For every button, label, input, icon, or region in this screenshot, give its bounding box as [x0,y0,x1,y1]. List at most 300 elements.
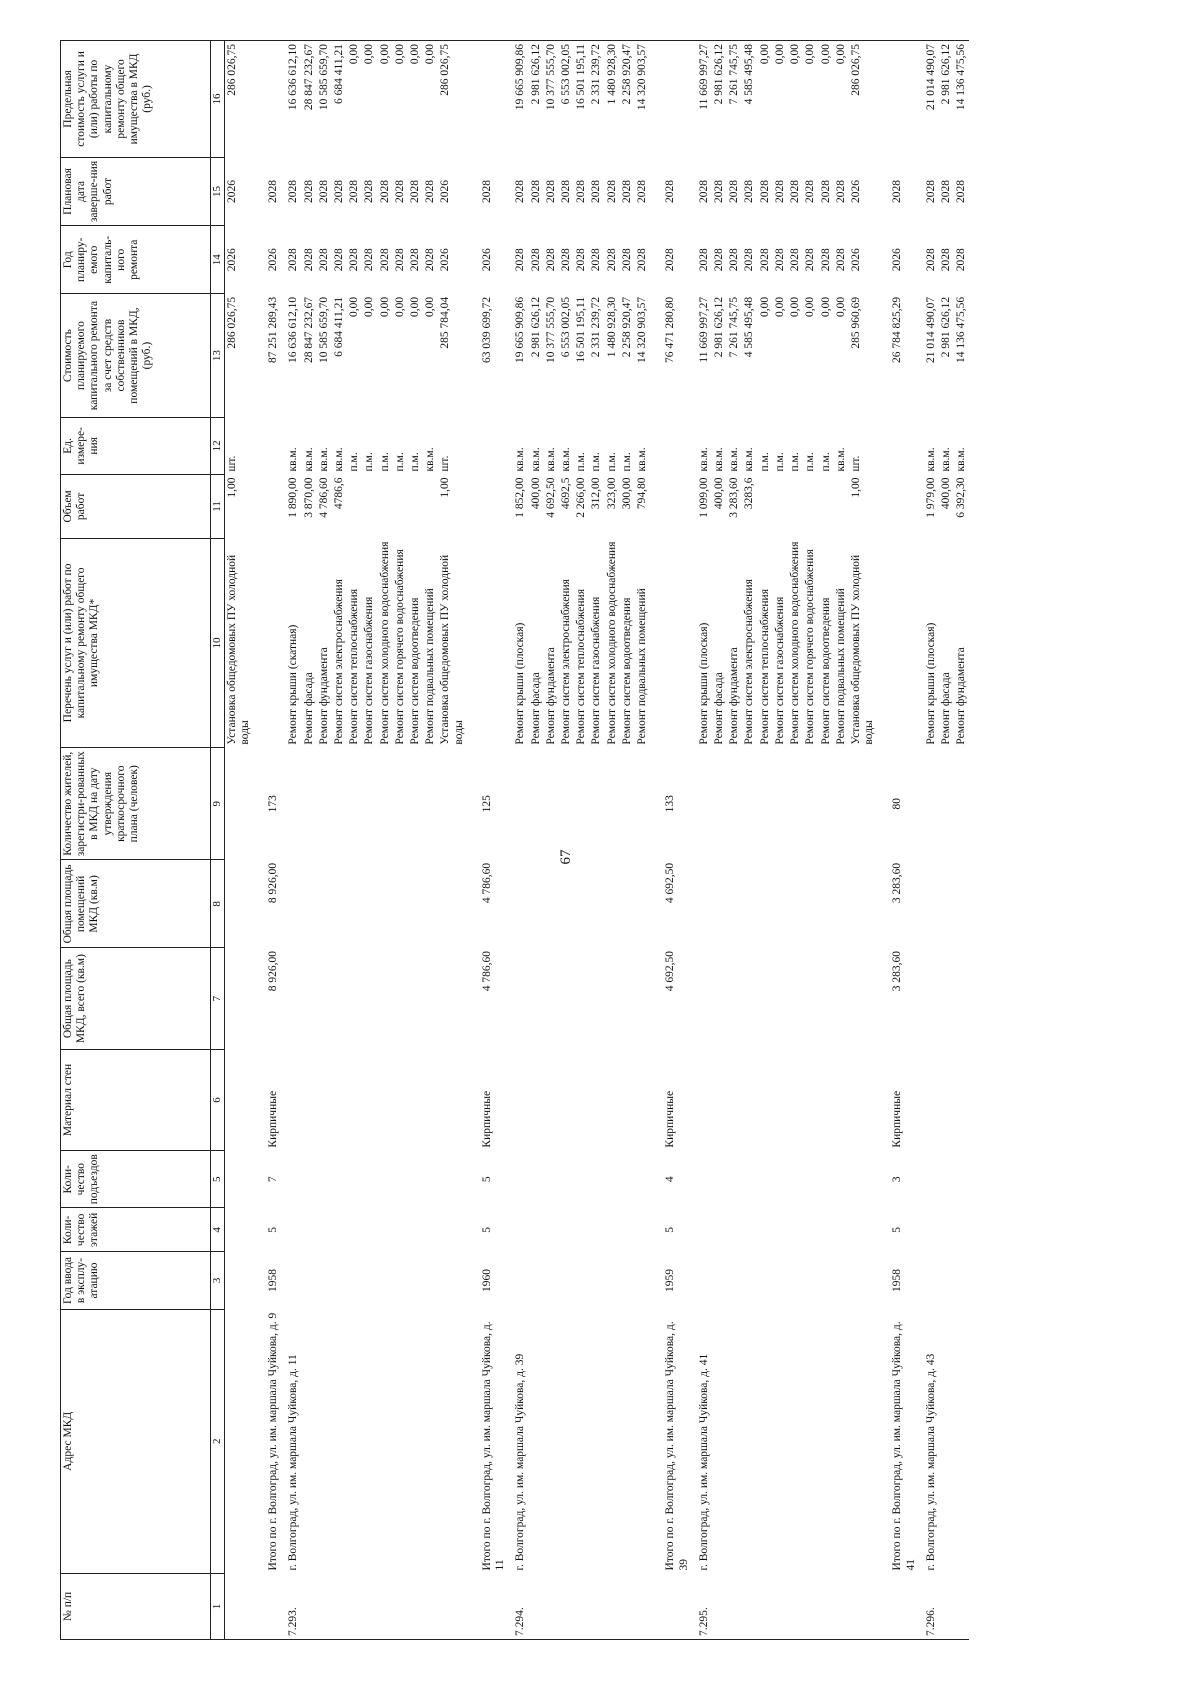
cell-col-2 [742,1309,757,1573]
cell-col-11: 300,00 [620,477,633,510]
cell-col-16: 286 026,75 [438,41,466,158]
cell-col-16: 2 981 626,12 [712,41,727,158]
cell-col-1 [423,1573,438,1639]
cell-col-2: Итого по г. Волгоград, ул. им. маршала Чуйкова, д. 41 [891,1321,917,1571]
cell-col-8 [712,860,727,948]
cell-col-14: 2028 [424,248,437,272]
cell-col-6: Кирпичные [664,1090,677,1148]
cell-col-3 [692,1252,712,1309]
header-col-5: Коли-чество подъездов [61,1151,211,1208]
cell-col-7 [317,948,332,1049]
cell-col-8 [317,860,332,948]
cell-col-5 [332,1151,347,1208]
cell-col-11 [467,474,508,538]
cell-col-14: 2028 [834,248,847,272]
cell-col-5 [692,1151,712,1208]
cell-col-3: 1958 [891,1269,904,1293]
cell-col-15: 2028 [758,180,771,203]
cell-col-4: 5 [664,1227,677,1233]
cell-col-16: 2 331 239,72 [589,41,604,158]
cell-col-12: кв.м. [955,447,968,472]
cell-col-2 [939,1309,954,1573]
work-row [727,41,742,1640]
cell-col-16 [650,41,691,158]
cell-col-1 [803,1573,818,1639]
cell-col-7 [742,948,757,1049]
col-number: 11 [211,474,225,538]
cell-col-12 [877,417,918,474]
cell-col-16: 0,00 [362,41,377,158]
cell-col-9: 133 [664,795,677,813]
cell-col-2 [574,1309,589,1573]
cell-col-1 [224,1573,253,1639]
cell-col-5 [939,1151,954,1208]
cell-col-11 [393,474,408,538]
cell-col-8 [559,860,574,948]
cell-col-9 [692,748,712,860]
cell-col-3 [605,1252,620,1309]
cell-col-4 [589,1208,604,1252]
cell-col-3 [620,1252,635,1309]
cell-col-11 [834,474,849,538]
cell-col-9 [742,748,757,860]
cell-col-10: Ремонт систем газоснабжения [590,596,603,745]
cell-col-12 [253,417,281,474]
cell-col-3 [281,1252,301,1309]
cell-col-8 [302,860,317,948]
cell-col-12: кв.м. [728,447,741,472]
cell-col-2 [819,1309,834,1573]
cell-col-15: 2028 [743,180,756,203]
cell-col-13: 2 258 920,47 [620,296,633,358]
cell-col-8 [773,860,788,948]
cell-col-6 [758,1049,773,1150]
cell-col-3 [589,1252,604,1309]
cell-col-6 [712,1049,727,1150]
cell-col-3: 1959 [664,1269,677,1293]
cell-col-12: шт. [439,455,452,472]
cell-col-7 [281,948,301,1049]
work-row [317,41,332,1640]
cell-col-16: 7 261 745,75 [727,41,742,158]
work-row [529,41,544,1640]
work-row [773,41,788,1640]
cell-col-6: Кирпичные [891,1090,904,1148]
cell-col-16: 286 026,75 [849,41,877,158]
cell-col-10: Ремонт систем теплоснабжения [758,589,771,745]
cell-col-3 [423,1252,438,1309]
cell-col-10: Ремонт фундамента [544,647,557,745]
cell-col-7: 3 283,60 [891,950,904,992]
cell-col-11: 794,80 [636,477,649,510]
cell-col-13: 285 960,69 [849,296,862,349]
cell-col-10: Ремонт подвальных помещений [424,588,437,745]
cell-col-5 [408,1151,423,1208]
header-col-9: Количество жителей, зарегистри-рованных в МКД на дату утверждения краткосрочного плана (человек) [61,748,211,860]
cell-col-4: 5 [891,1227,904,1233]
cell-col-10: Ремонт подвальных помещений [834,588,847,745]
col-number: 4 [211,1208,225,1252]
cell-col-10: Установка общедомовых ПУ холодной воды [849,554,876,745]
header-col-8: Общая площадь помещений МКД (кв.м) [61,860,211,948]
cell-col-5 [544,1151,559,1208]
cell-col-15: 2028 [804,180,817,203]
total-row [253,41,281,1640]
cell-col-15: 2028 [891,180,904,203]
cell-col-7 [758,948,773,1049]
cell-col-8 [378,860,393,948]
cell-col-12: кв.м. [287,447,300,472]
cell-col-12: п.м. [605,452,618,472]
building-row [692,41,712,1640]
cell-col-3 [574,1252,589,1309]
cell-col-8 [620,860,635,948]
cell-col-7 [919,948,939,1049]
cell-col-14: 2028 [712,248,725,272]
cell-col-15: 2028 [317,180,330,203]
cell-col-11 [773,474,788,538]
cell-col-3 [529,1252,544,1309]
cell-col-6 [393,1049,408,1150]
cell-col-3 [559,1252,574,1309]
cell-col-8 [819,860,834,948]
cell-col-2: г. Волгоград, ул. им. маршала Чуйкова, д. 11 [287,1354,300,1571]
cell-col-13: 2 981 626,12 [529,296,542,358]
cell-col-16: 11 669 997,27 [692,41,712,158]
cell-col-14: 2028 [590,248,603,272]
cell-col-11: 400,00 [529,477,542,510]
cell-col-10 [650,538,691,747]
cell-col-6 [954,1049,969,1150]
cell-col-4 [224,1208,253,1252]
header-col-1: № п/п [61,1573,211,1639]
cell-col-6 [423,1049,438,1150]
cell-col-12: кв.м. [514,447,527,472]
cell-col-14: 2028 [955,248,968,272]
cell-col-11: 3 870,00 [302,477,315,518]
cell-col-6 [919,1049,939,1150]
cell-col-16: 21 014 490,07 [919,41,939,158]
cell-col-1 [302,1573,317,1639]
cell-col-10: Ремонт систем электроснабжения [743,579,756,745]
cell-col-16: 19 665 909,86 [508,41,528,158]
cell-col-5 [742,1151,757,1208]
cell-col-3 [362,1252,377,1309]
cell-col-6 [742,1049,757,1150]
cell-col-14: 2028 [560,248,573,272]
cell-col-14: 2028 [664,248,677,272]
cell-col-15: 2028 [728,180,741,203]
cell-col-15: 2028 [332,180,345,203]
header-col-3: Год ввода в эксплу-атацию [61,1252,211,1309]
cell-col-10: Ремонт систем электроснабжения [560,579,573,745]
cell-col-13: 286 026,75 [225,296,238,349]
cell-col-7 [508,948,528,1049]
cell-col-14: 2028 [363,248,376,272]
cell-col-14: 2028 [529,248,542,272]
cell-col-4 [423,1208,438,1252]
cell-col-13: 14 136 475,56 [955,296,968,364]
cell-col-10: Ремонт систем водоотведения [620,597,633,745]
cell-col-13: 4 585 495,48 [743,296,756,358]
cell-col-9 [559,748,574,860]
cell-col-3 [742,1252,757,1309]
col-number: 10 [211,538,225,747]
cell-col-15: 2028 [514,180,527,203]
cell-col-9 [438,748,466,860]
cell-col-13: 28 847 232,67 [302,296,315,364]
cell-col-12 [467,417,508,474]
cell-col-13: 14 320 903,57 [636,296,649,364]
cell-col-4 [819,1208,834,1252]
cell-col-12: шт. [849,455,862,472]
cell-col-2 [544,1309,559,1573]
cell-col-16: 6 553 002,05 [559,41,574,158]
cell-col-14: 2028 [605,248,618,272]
cell-col-9 [788,748,803,860]
cell-col-14: 2028 [636,248,649,272]
cell-col-4 [727,1208,742,1252]
cell-col-14: 2028 [940,248,953,272]
cell-col-2: г. Волгоград, ул. им. маршала Чуйкова, д. 39 [514,1353,527,1571]
cell-col-9 [281,748,301,860]
cell-col-14: 2028 [743,248,756,272]
building-row [508,41,528,1640]
cell-col-12: п.м. [773,452,786,472]
cell-col-1 [378,1573,393,1639]
cell-col-5 [773,1151,788,1208]
cell-col-15: 2026 [849,180,862,203]
cell-col-11: 1,00 [439,477,452,498]
cell-col-8 [393,860,408,948]
cell-col-10: Ремонт систем горячего водоснабжения [804,549,817,745]
cell-col-11 [253,474,281,538]
cell-col-7 [332,948,347,1049]
cell-col-7 [362,948,377,1049]
cell-col-1: 7.295. [692,1573,712,1639]
cell-col-10: Ремонт систем холодного водоснабжения [605,541,618,745]
cell-col-11 [423,474,438,538]
col-number: 15 [211,157,225,225]
cell-col-5 [393,1151,408,1208]
work-row [574,41,589,1640]
cell-col-8 [742,860,757,948]
cell-col-9 [544,748,559,860]
cell-col-16: 6 684 411,21 [332,41,347,158]
table-body [224,41,969,1640]
cell-col-9 [589,748,604,860]
work-row [712,41,727,1640]
cell-col-8 [849,860,877,948]
cell-col-12: п.м. [758,452,771,472]
cell-col-16: 28 847 232,67 [302,41,317,158]
cell-col-12: кв.м. [712,447,725,472]
cell-col-13: 11 669 997,27 [697,296,710,363]
work-row [834,41,849,1640]
cell-col-4 [954,1208,969,1252]
cell-col-5 [508,1151,528,1208]
cell-col-8 [423,860,438,948]
cell-col-6 [302,1049,317,1150]
cell-col-9 [529,748,544,860]
cell-col-3 [317,1252,332,1309]
cell-col-14: 2028 [575,248,588,272]
cell-col-1 [253,1573,281,1639]
cell-col-1 [559,1573,574,1639]
cell-col-15: 2028 [636,180,649,203]
cell-col-12: п.м. [409,452,422,472]
cell-col-15: 2028 [302,180,315,203]
cell-col-1 [650,1573,691,1639]
cell-col-10 [253,538,281,747]
cell-col-5 [362,1151,377,1208]
cell-col-9 [635,748,650,860]
cell-col-11 [877,474,918,538]
cell-col-12: кв.м. [636,447,649,472]
cell-col-14: 2026 [849,248,862,272]
cell-col-3 [508,1252,528,1309]
building-row [919,41,939,1640]
cell-col-12: п.м. [819,452,832,472]
cell-col-5 [788,1151,803,1208]
cell-col-2 [332,1309,347,1573]
cell-col-15: 2028 [529,180,542,203]
cell-col-8: 3 283,60 [891,862,904,904]
cell-col-2 [954,1309,969,1573]
cell-col-3 [378,1252,393,1309]
header-col-15: Плановая дата заверше-ния работ [61,157,211,225]
cell-col-6 [574,1049,589,1150]
cell-col-11: 4692,5 [560,477,573,510]
cell-col-15: 2028 [773,180,786,203]
cell-col-8 [224,860,253,948]
cell-col-9: 173 [267,795,280,813]
cell-col-11: 1 890,00 [287,477,300,518]
cell-col-7: 4 692,50 [664,950,677,992]
cell-col-5 [919,1151,939,1208]
work-row [559,41,574,1640]
cell-col-6 [438,1049,466,1150]
cell-col-9 [317,748,332,860]
cell-col-13: 0,00 [834,296,847,318]
cell-col-16: 1 480 928,30 [605,41,620,158]
cell-col-1 [742,1573,757,1639]
cell-col-4 [919,1208,939,1252]
cell-col-16: 4 585 495,48 [742,41,757,158]
cell-col-6 [589,1049,604,1150]
cell-col-1 [877,1573,918,1639]
cell-col-9 [605,748,620,860]
cell-col-8 [332,860,347,948]
header-col-11: Объем работ [61,474,211,538]
header-col-12: Ед. измере-ния [61,417,211,474]
cell-col-8 [758,860,773,948]
cell-col-12: п.м. [789,452,802,472]
cell-col-14: 2026 [439,248,452,272]
work-row [589,41,604,1640]
cell-col-14: 2028 [348,248,361,272]
cell-col-10: Ремонт систем водоотведения [409,597,422,745]
cell-col-2 [803,1309,818,1573]
cell-col-14: 2026 [225,248,238,272]
cell-col-6 [819,1049,834,1150]
cell-col-7: 4 786,60 [480,950,493,992]
cell-col-11 [362,474,377,538]
cell-col-1 [362,1573,377,1639]
cell-col-3 [302,1252,317,1309]
work-row [620,41,635,1640]
cell-col-12: кв.м. [529,447,542,472]
cell-col-10: Установка общедомовых ПУ холодной воды [439,554,465,745]
cell-col-1 [834,1573,849,1639]
cell-col-10 [877,538,918,747]
cell-col-16: 0,00 [819,41,834,158]
cell-col-15: 2028 [819,180,832,203]
cell-col-2: Итого по г. Волгоград, ул. им. маршала Чуйкова, д. 39 [664,1321,690,1571]
cell-col-8 [692,860,712,948]
cell-col-6 [849,1049,877,1150]
cell-col-1 [605,1573,620,1639]
cell-col-3 [393,1252,408,1309]
cell-col-14: 2028 [773,248,786,272]
work-row [347,41,362,1640]
cell-col-5: 4 [664,1176,677,1183]
cell-col-15: 2028 [424,180,437,203]
cell-col-9 [362,748,377,860]
cell-col-6 [788,1049,803,1150]
cell-col-14: 2028 [332,248,345,272]
cell-col-15: 2028 [620,180,633,203]
cell-col-14: 2028 [620,248,633,272]
cell-col-12: п.м. [590,452,603,472]
cell-col-6 [224,1049,253,1150]
cell-col-2 [849,1309,877,1573]
cell-col-2 [727,1309,742,1573]
cell-col-10: Ремонт систем холодного водоснабжения [789,541,802,745]
cell-col-6: Кирпичные [267,1090,280,1148]
cell-col-7 [819,948,834,1049]
cell-col-10: Ремонт систем горячего водоснабжения [393,549,406,745]
cell-col-8 [508,860,528,948]
cell-col-13: 2 981 626,12 [940,296,953,358]
cell-col-7 [635,948,650,1049]
col-number: 12 [211,417,225,474]
cell-col-7 [620,948,635,1049]
cell-col-9 [224,748,253,860]
cell-col-4 [378,1208,393,1252]
cell-col-1 [393,1573,408,1639]
cell-col-16: 0,00 [788,41,803,158]
cell-col-1 [620,1573,635,1639]
cell-col-11: 312,00 [590,477,603,510]
cell-col-8: 8 926,00 [267,862,280,904]
cell-col-7 [559,948,574,1049]
cell-col-4 [773,1208,788,1252]
cell-col-2 [529,1309,544,1573]
cell-col-11: 4 692,50 [544,477,557,518]
cell-col-5 [302,1151,317,1208]
cell-col-12: п.м. [363,452,376,472]
cell-col-11 [408,474,423,538]
cell-col-3 [712,1252,727,1309]
cell-col-1 [544,1573,559,1639]
cell-col-16: 14 320 903,57 [635,41,650,158]
cell-col-11 [347,474,362,538]
cell-col-4 [849,1208,877,1252]
cell-col-12: п.м. [620,452,633,472]
cell-col-10: Установка общедомовых ПУ холодной воды [225,554,251,745]
work-row [438,41,466,1640]
